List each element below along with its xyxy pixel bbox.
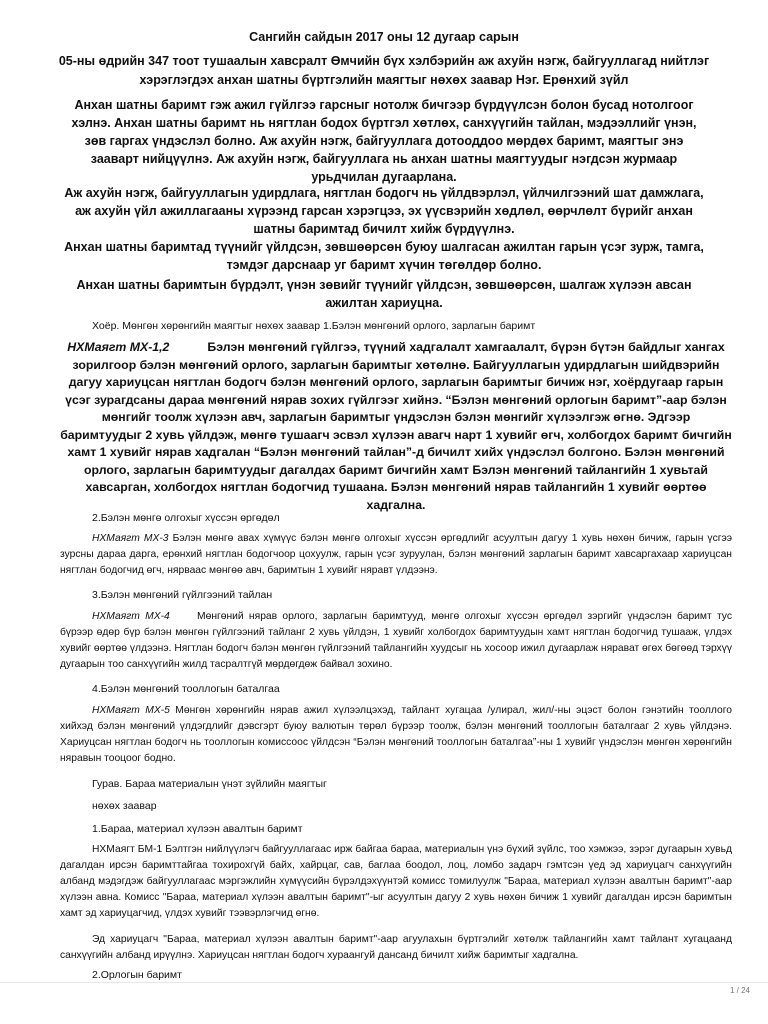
mx12-text: Бэлэн мөнгөний гүйлгээ, түүний хадгалалт хамгаалалт, бүрэн бүтэн байдлыг хангах зорилгоор бэлэн мөнгөний орлого, зарлагын баримтыг хөтөлнө. Байгууллагын удирдлагын шийдвэрийн дагуу хариуцсан нягтлан бодогч бэлэн мөнгөний орлого, зарлагын баримтыг бичиж нэг, хоёрдугаар гарын үсэг зурагдсаны дараа мөнгөний нярав зохих гүйлгээг хийнэ. “Бэлэн мөнгөний орлогын баримт”-аар бэлэн мөнгийг тоолж хүлээн авч, зарлагын баримтыг үндэслэн бэлэн мөнгийг хүлээлгэж өгнө. Эдгээр баримтуудыг 2 хувь үйлдэж, мөнгө тушаагч эсвэл хүлээн авагч нарт 1 хувийг өгч, холбогдох баримт бичгийн хамт 1 хувийг нярав хадгалан “Бэлэн мөнгөний тайлан”-д бичилт хийх үндэслэл болгоно. Бэлэн мөнгөний орлого, зарлагын баримтуудыг дагалдах баримт бичгийн хамт Бэлэн мөнгөний тайлангийн 1 хувьтай хавсарган, холбогдох нягтлан бодогчид тушаана. Бэлэн мөнгөний нярав тайлангийн 1 хувийг өөртөө хадгална.: [60, 340, 732, 512]
general-paragraph-2: Аж ахуйн нэгж, байгууллагын удирдлага, нягтлан бодогч нь үйлдвэрлэл, үйлчилгээний шат дамжлага, аж ахуйн үйл ажиллагааны хүрээнд гарсан хэрэгцээ, эх үүсвэрийн хөдлөл, өөрчлөлт бүрийг анхан шатны баримтад бичилт хийж бүрдүүлнэ.: [64, 186, 704, 236]
mx3-paragraph: [60, 531, 732, 579]
item2-heading: 2.Бэлэн мөнгө олгохыг хүссэн өргөдөл: [92, 512, 280, 524]
mx4-paragraph: [60, 609, 732, 673]
mx5-paragraph: [60, 703, 732, 767]
mx5-form-code: НХМаягт МХ-5: [92, 705, 170, 716]
general-paragraph-1: Анхан шатны баримт гэж ажил гүйлгээ гарсныг нотолж бичгээр бүрдүүлсэн болон бусад нотолгоог хэлнэ. Анхан шатны баримт нь нягтлан бодох бүртгэл хөтлөх, санхүүгийн тайлан, мэдээллийг үнэн, зөв гаргах үндэслэл болно. Аж ахуйн нэгж, байгууллага дотооддоо мөрдөх баримт, маягтыг энэ зааварт нийцүүлнэ. Аж ахуйн нэгж, байгууллага нь анхан шатны маягтуудыг нэгдсэн журмаар урьдчилан дугаарлана.: [71, 98, 697, 184]
section-two-heading: Хоёр. Мөнгөн хөрөнгийн маягтыг нөхөх заавар 1.Бэлэн мөнгөний орлого, зарлагын баримт: [92, 320, 536, 332]
document-subtitle: 05-ны өдрийн 347 тоот тушаалын хавсралт Өмчийн бүх хэлбэрийн аж ахуйн нэгж, байгууллагад нийтлэг хэрэглэгдэх анхан шатны бүртгэлийн маягтыг нөхөх заавар Нэг. Ерөнхий зүйл: [58, 54, 710, 87]
general-paragraph-3: Анхан шатны баримтад түүнийг үйлдсэн, зөвшөөрсөн буюу шалгасан ажилтан гарын үсэг зурж, тамга, тэмдэг дарснаар уг баримт хүчин төгөлдөр болно.: [64, 240, 704, 272]
section-three-heading: Гурав. Бараа материалын үнэт зүйлийн маягтыг: [92, 778, 327, 790]
mx4-form-code: НХМаягт МХ-4: [92, 611, 170, 622]
mx3-form-code: НХМаягт МХ-3: [92, 533, 169, 544]
item4-heading: 4.Бэлэн мөнгөний тооллогын баталгаа: [92, 683, 280, 695]
mx12-paragraph: [60, 339, 732, 514]
mx3-text: Бэлэн мөнгө авах хүмүүс бэлэн мөнгө олгохыг хүссэн өргөдлийг асуултын дагуу 1 хувь нөхөн бичиж, гарын үсгээ зурсны дараа дарга, ерөнхий нягтлан бодогчоор цохуулж, гарын үсэг зуруулан, бэлэн мөнгөний зарлагын баримт хавсаргахаар хариуцсан нягтлан бодогчид өгч, нярваас мөнгөө авч, баримтын 1 хувийг няравт үлдээнэ.: [60, 533, 732, 576]
mx5-text: Мөнгөн хөрөнгийн нярав ажил хүлээлцэхэд, тайлант хугацаа /улирал, жил/-ны эцэст болон гэнэтийн тооллого хийхэд бэлэн мөнгөний үлдэгдлийг дэвсгэрт буюу валютын төрөл бүрээр тоолж, бэлэн мөнгөний тооллогын баталгааг 2 хувь үйлдэнэ. Хариуцсан нягтлан бодогч нь тооллогын комиссоос үйлдсэн “Бэлэн мөнгөний тооллогын баталгаа”-ны 1 хувийг үндэслэн мөнгөн хөрөнгийн няравын тооцоог бодно.: [60, 705, 732, 764]
mx4-text: Мөнгөний нярав орлого, зарлагын баримтууд, мөнгө олгохыг хүссэн өргөдөл зэргийг үндэслэн баримт тус бүрээр өдөр бүр бэлэн мөнгөн гүйлгээний тайланг 2 хувь үйлдэн, 1 хувийг холбогдох баримтуудын хамт нягтлан бодогчид тушааж, үлдэх хувийг өөртөө үлдээнэ. Нягтлан бодогч бэлэн мөнгөн гүйлгээний тайлангийн хуудсыг нь хосоор ижил дугаарлаж нярават өгөх бөгөөд тэрхүү дугаарын тоо санхүүгийн жилд тасралтгүй мөрдөгдөж байвал зохино.: [60, 611, 733, 670]
section-three-item2-heading: 2.Орлогын баримт: [92, 969, 182, 981]
page-indicator: 1 / 24: [729, 986, 750, 995]
footer-divider: [0, 982, 768, 983]
document-title: Сангийн сайдын 2017 оны 12 дугаар сарын: [249, 30, 519, 44]
bm1-paragraph-2: Эд хариуцагч "Бараа, материал хүлээн авалтын баримт"-аар агуулахын бүртгэлийг хөтөлж тайлангийн хамт тайлант хугацаанд санхүүгийн албанд ирүүлнэ. Хариуцсан нягтлан бодогч хураангуй дансанд бичилт хийж баримтыг хадгална.: [60, 934, 732, 961]
section-three-heading-cont: нөхөх заавар: [92, 800, 157, 812]
item3-heading: 3.Бэлэн мөнгөний гүйлгээний тайлан: [92, 589, 273, 601]
general-paragraph-4: Анхан шатны баримтын бүрдэлт, үнэн зөвийг түүнийг үйлдсэн, зөвшөөрсөн, шалгаж хүлээн авсан ажилтан хариуцна.: [76, 278, 692, 310]
mx12-form-code: НХМаягт МХ-1,2: [67, 340, 170, 354]
bm1-paragraph: НХМаягт БМ-1 Бэлтгэн нийлүүлэгч байгууллагаас ирж байгаа бараа, материалын үнэ бүхий зүйлс, тоо хэмжээ, зэрэг дугаарын хувьд дагалдан ирсэн баримттайгаа тохирохгүй байх, хайрцаг, сав, баглаа боодол, лоц, ломбо задарч гэмтсэн үед эд хариуцагч санхүүгийн албанд мэдэгдэж байгууллагаас мэргэжлийн хүмүүсийн бүрэлдэхүүнтэй комисс томилуулж "Бараа, материал хүлээн авалтын баримт"-аар хүлээн авна. Комисс "Бараа, материал хүлээн авалтын баримт"-ыг асуултын дагуу 2 хувь нөхөн бичиж 1 хувийг дагалдан ирсэн баримтын хамт эд хариуцагчид, үлдэх хувийг тээвэрлэгчид өгнө.: [60, 844, 732, 919]
section-three-item1-heading: 1.Бараа, материал хүлээн авалтын баримт: [92, 823, 303, 835]
